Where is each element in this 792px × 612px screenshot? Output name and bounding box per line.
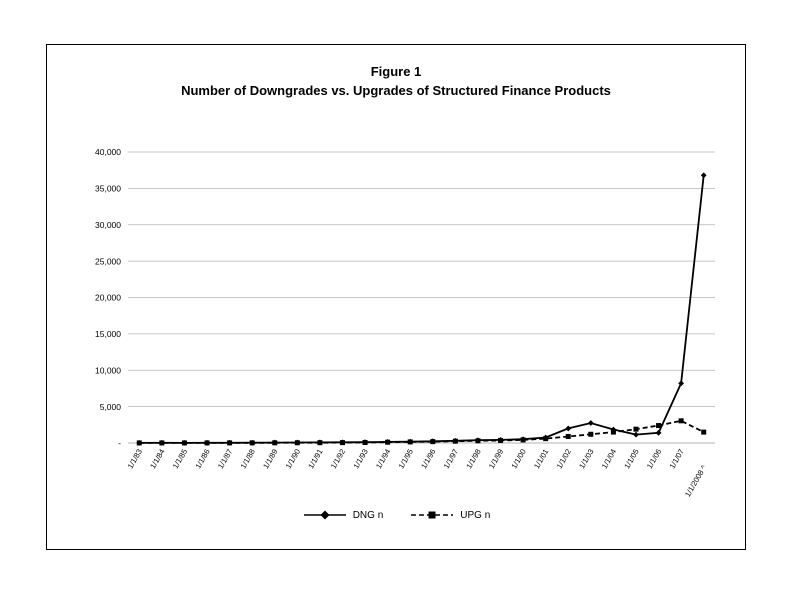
x-axis-tick-label: 1/1/84	[148, 447, 167, 471]
x-axis-tick-label: 1/1/85	[170, 447, 190, 471]
chart-title: Figure 1	[370, 64, 422, 79]
legend-label-upg: UPG n	[460, 509, 491, 521]
x-axis-tick-label: 1/1/02	[554, 447, 573, 471]
data-point-marker	[340, 440, 345, 445]
y-axis-tick-label: -	[118, 438, 121, 449]
data-point-marker	[565, 426, 571, 432]
data-point-marker	[498, 438, 503, 443]
data-point-marker	[679, 418, 684, 423]
x-axis-tick-label: 1/1/88	[238, 447, 257, 471]
x-axis-tick-label: 1/1/95	[396, 447, 415, 471]
data-point-marker	[588, 420, 594, 426]
legend-item-upg	[409, 509, 490, 521]
y-axis-tick-label: 5,000	[99, 401, 121, 412]
legend-swatch-upg-icon	[409, 509, 455, 521]
data-point-marker	[566, 434, 571, 439]
x-axis-tick-label: 1/1/07	[667, 447, 686, 471]
data-point-marker	[430, 439, 435, 444]
y-axis-tick-label: 40,000	[95, 147, 121, 158]
data-point-marker	[250, 440, 255, 445]
data-point-marker	[137, 440, 142, 445]
x-axis-tick-label: 1/1/03	[577, 447, 596, 471]
legend-item-dng	[302, 509, 384, 521]
data-point-marker	[633, 427, 638, 432]
x-axis-tick-label: 1/1/92	[328, 447, 348, 471]
data-point-marker	[588, 432, 593, 437]
data-point-marker	[656, 430, 662, 436]
data-point-marker	[521, 437, 526, 442]
data-point-marker	[701, 430, 706, 435]
chart-svg	[47, 45, 745, 549]
data-point-marker	[227, 440, 232, 445]
series-line-dng	[139, 175, 703, 443]
data-point-marker	[678, 380, 684, 386]
x-axis-tick-label: 1/1/96	[419, 447, 438, 471]
chart-frame	[46, 44, 746, 550]
x-axis-tick-label: 1/1/01	[532, 447, 551, 471]
data-point-marker	[543, 436, 548, 441]
data-point-marker	[656, 423, 661, 428]
data-point-marker	[701, 172, 707, 178]
series-line-upg	[139, 421, 703, 443]
data-point-marker	[475, 438, 480, 443]
x-axis-tick-label: 1/1/87	[215, 447, 235, 471]
data-point-marker	[453, 439, 458, 444]
y-axis-tick-label: 30,000	[95, 219, 121, 230]
legend-swatch-dng-icon	[302, 509, 348, 521]
x-axis-tick-label: 1/1/91	[306, 447, 325, 471]
y-axis-tick-label: 15,000	[95, 329, 121, 340]
x-axis-tick-label: 1/1/04	[599, 447, 619, 471]
data-point-marker	[159, 440, 164, 445]
x-axis-tick-label: 1/1/99	[486, 447, 506, 471]
x-axis-tick-label: 1/1/83	[125, 447, 145, 471]
x-axis-tick-label: 1/1/86	[193, 447, 212, 471]
data-point-marker	[633, 432, 639, 438]
x-axis-tick-label: 1/1/89	[261, 447, 280, 471]
data-point-marker	[272, 440, 277, 445]
plot-area	[47, 45, 745, 549]
x-axis-tick-label: 1/1/93	[351, 447, 370, 471]
data-point-marker	[408, 439, 413, 444]
x-axis-tick-label: 1/1/2008 ^	[683, 463, 709, 499]
data-point-marker	[205, 440, 210, 445]
y-axis-tick-label: 35,000	[95, 183, 121, 194]
legend-label-dng: DNG n	[352, 509, 384, 521]
x-axis-tick-label: 1/1/05	[622, 447, 641, 471]
x-axis-tick-label: 1/1/00	[509, 447, 528, 471]
y-axis-tick-label: 25,000	[95, 256, 121, 267]
data-point-marker	[385, 440, 390, 445]
data-point-marker	[295, 440, 300, 445]
data-point-marker	[363, 440, 368, 445]
x-axis-tick-label: 1/1/98	[464, 447, 483, 471]
chart-legend	[47, 509, 745, 521]
y-axis-tick-label: 20,000	[95, 292, 121, 303]
data-point-marker	[182, 440, 187, 445]
x-axis-tick-label: 1/1/97	[441, 447, 461, 471]
x-axis-tick-label: 1/1/06	[644, 447, 664, 471]
x-axis-tick-label: 1/1/90	[283, 447, 303, 471]
chart-subtitle: Number of Downgrades vs. Upgrades of Structured Finance Products	[181, 83, 611, 98]
data-point-marker	[317, 440, 322, 445]
data-point-marker	[611, 430, 616, 435]
y-axis-tick-label: 10,000	[95, 365, 121, 376]
x-axis-tick-label: 1/1/94	[374, 447, 393, 471]
